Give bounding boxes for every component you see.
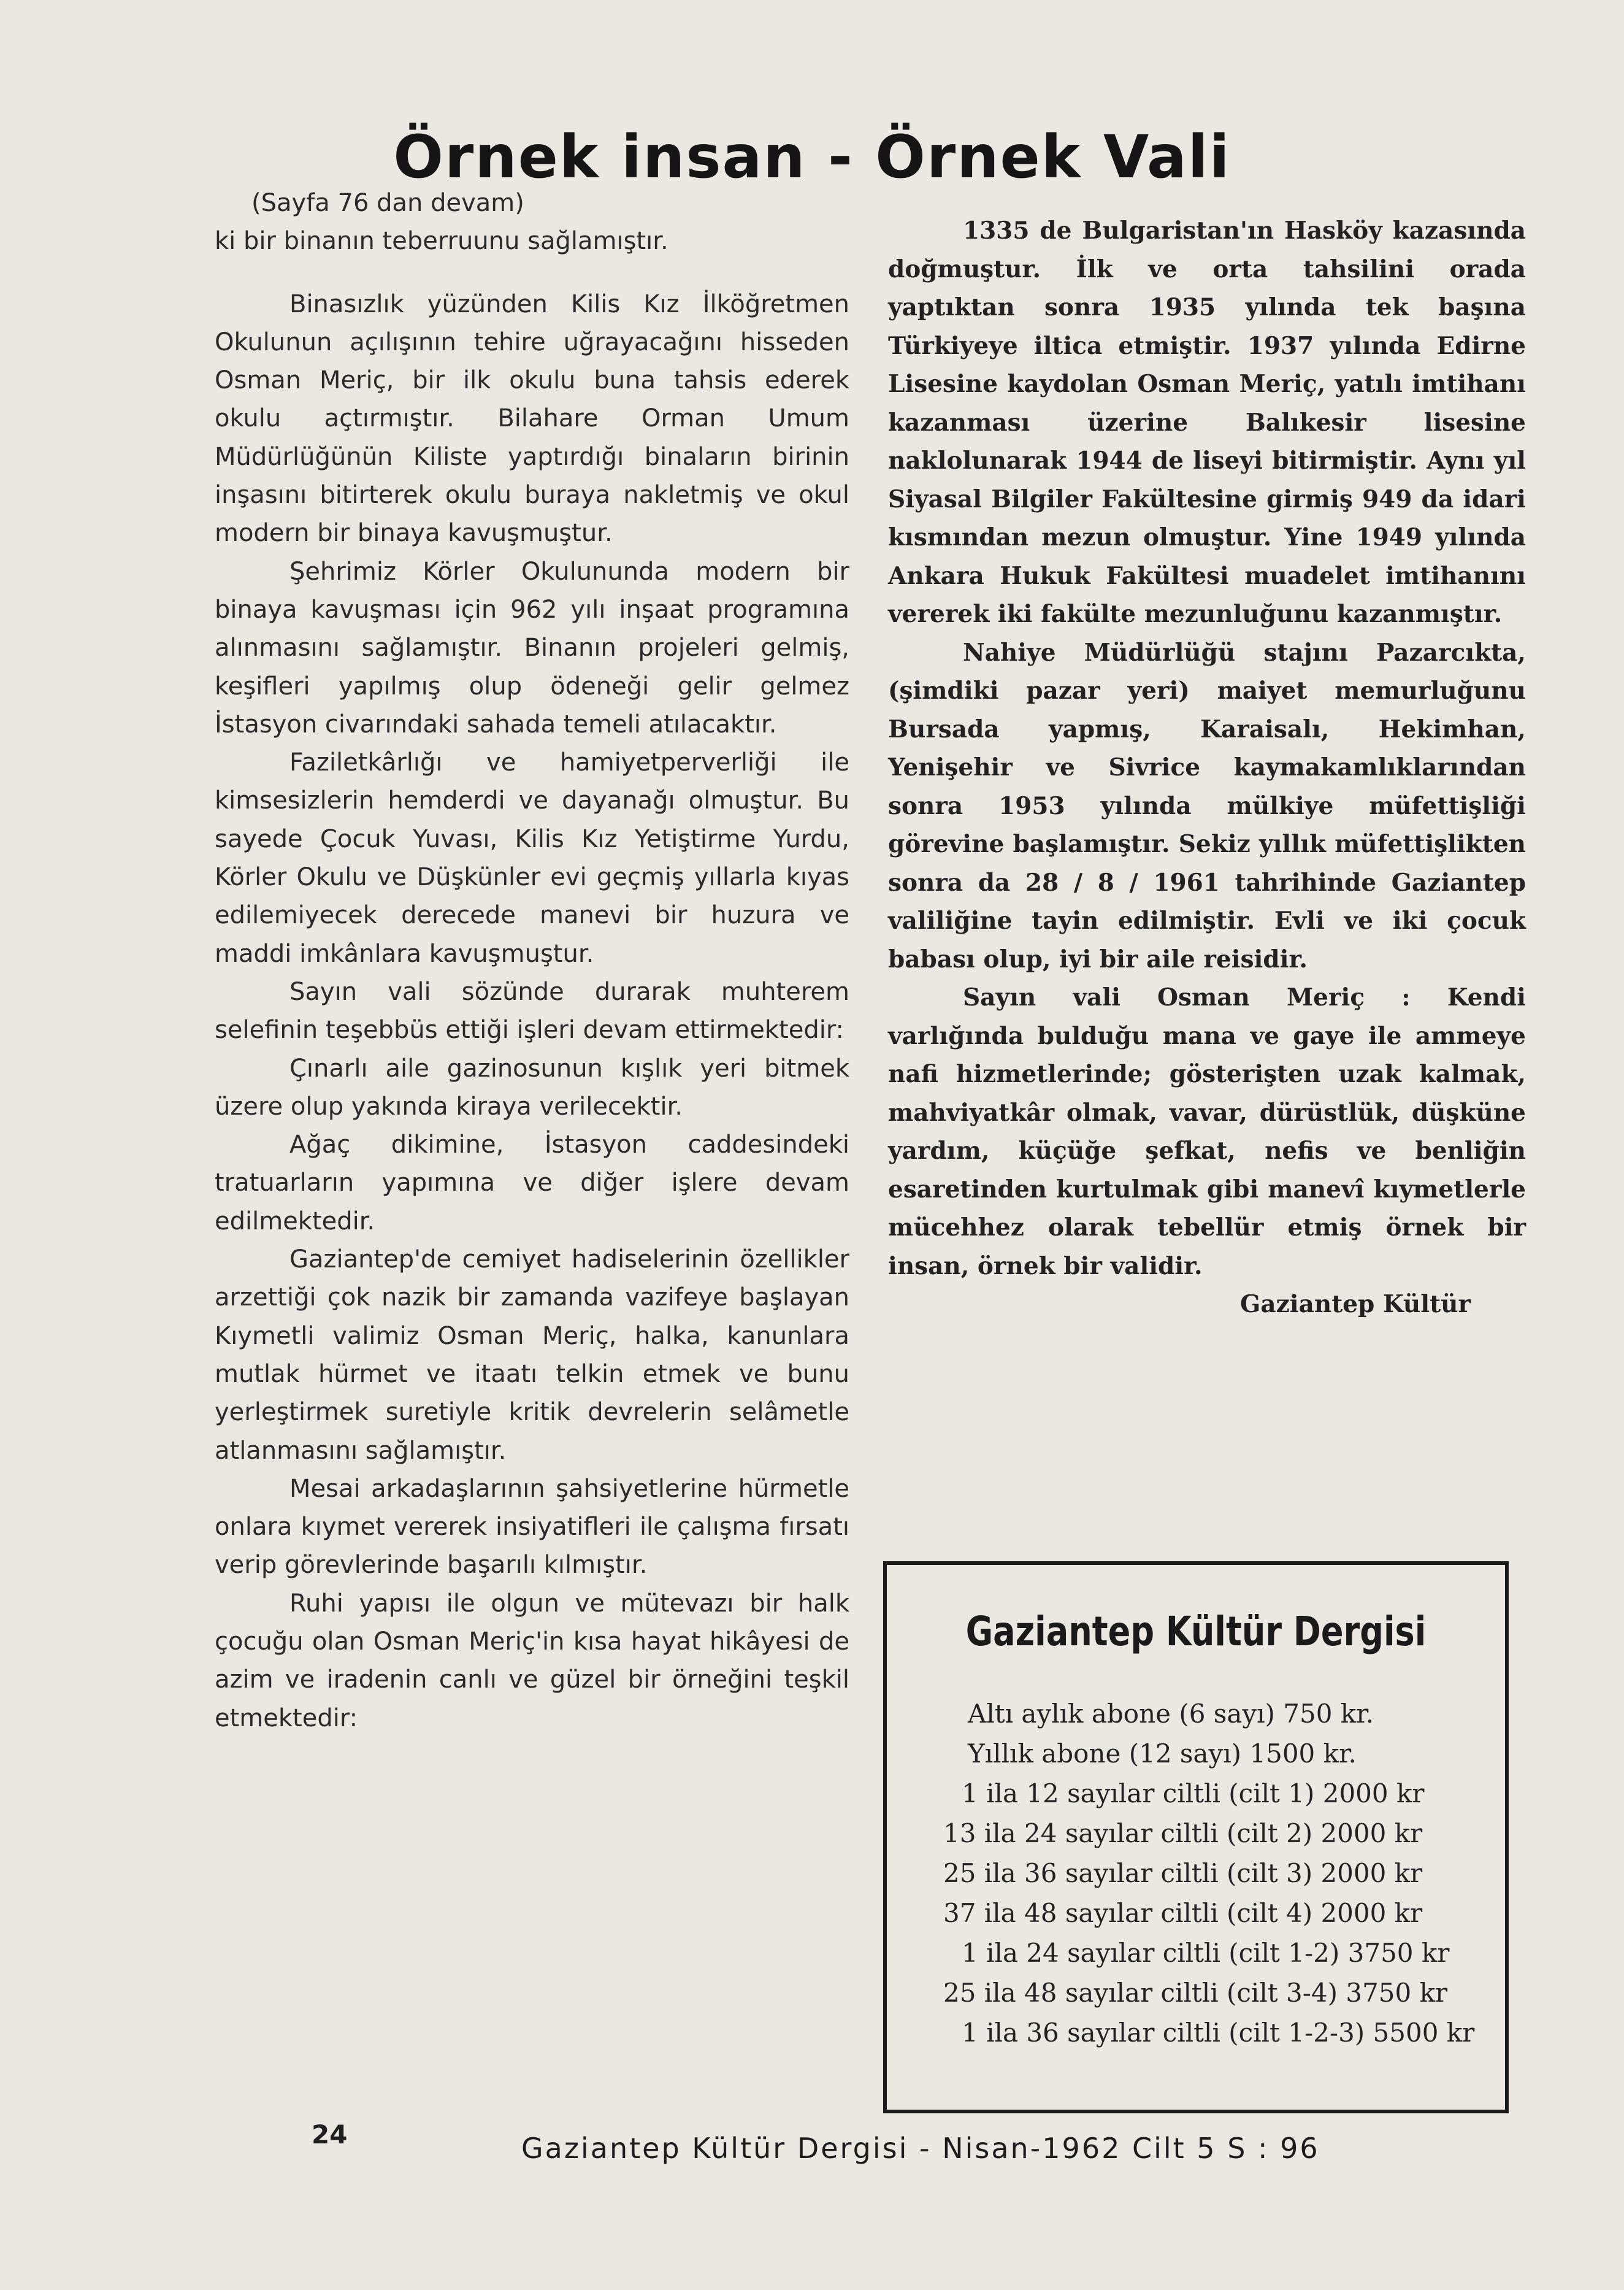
- page-number: 24: [312, 2119, 348, 2150]
- paragraph: Nahiye Müdürlüğü stajını Pazarcıkta, (şimdiki pazar yeri) maiyet memurluğunu Bursada yapmış, Karaisalı, Hekimhan, Yenişehir ve Sivrice kaymakamlıklarından sonra 1953 yılında mülkiye müfettişliği görevine başlamıştır. Sekiz yıllık müfettişlikten sonra da 28 / 8 / 1961 tahrihinde Gaziantep valiliğine tayin edilmiştir. Evli ve iki çocuk babası olup, iyi bir aile reisidir.: [888, 638, 1526, 974]
- paragraph: Faziletkârlığı ve hamiyetperverliği ile kimsesizlerin hemderdi ve dayanağı olmuştur. Bu sayede Çocuk Yuvası, Kilis Kız Yetiştirme Yurdu, Körler Okulu ve Düşkünler evi geçmiş yıllarla kıyas edilemiyecek derecede manevi bir huzura ve maddi imkânlara kavuşmuştur.: [215, 748, 849, 968]
- price-row: 1 ila 12 sayılar ciltli (cilt 1) 2000 kr: [962, 1778, 1425, 1808]
- paragraph: 1335 de Bulgaristan'ın Hasköy kazasında doğmuştur. İlk ve orta tahsilini orada yaptıktan sonra 1935 yılında tek başına Türkiyeye iltica etmiştir. 1937 yılında Edirne Lisesine kaydolan Osman Meriç, yatılı imtihanı kazanması üzerine Balıkesir lisesine naklolunarak 1944 de liseyi bitirmiştir. Aynı yıl Siyasal Bilgiler Fakültesine girmiş 949 da idari kısmından mezun olmuştur. Yine 1949 yılında Ankara Hukuk Fakültesi muadelet imtihanını vererek iki fakülte mezunluğunu kazanmıştır.: [888, 217, 1526, 628]
- paragraph: Şehrimiz Körler Okulununda modern bir binaya kavuşması için 962 yılı inşaat programına alınmasını sağlamıştır. Binanın projeleri gelmiş, keşifleri yapılmış olup ödeneği gelir gelmez İstasyon civarındaki sahada temeli atılacaktır.: [215, 557, 849, 739]
- signature: Gaziantep Kültür: [1240, 1290, 1471, 1318]
- article-title: Örnek insan - Örnek Vali: [393, 123, 1231, 191]
- footer-text: Gaziantep Kültür Dergisi - Nisan-1962 Cilt 5 S : 96: [521, 2132, 1320, 2165]
- price-row: Yıllık abone (12 sayı) 1500 kr.: [968, 1739, 1357, 1769]
- paragraph: Ağaç dikimine, İstasyon caddesindeki tratuarların yapımına ve diğer işlere devam edilmektedir.: [215, 1131, 849, 1235]
- price-row: 1 ila 24 sayılar ciltli (cilt 1-2) 3750 kr: [962, 1938, 1450, 1968]
- price-row: Altı aylık abone (6 sayı) 750 kr.: [968, 1699, 1374, 1729]
- right-column: [888, 212, 1526, 1324]
- price-row: 25 ila 48 sayılar ciltli (cilt 3-4) 3750 kr: [943, 1978, 1448, 2008]
- paragraph: Sayın vali Osman Meriç : Kendi varlığında bulduğu mana ve gaye ile ammeye nafi hizmetlerinde; gösterişten uzak kalmak, mahviyatkâr olmak, vavar, dürüstlük, düşküne yardım, küçüğe şefkat, nefis ve benliğin esaretinden kurtulmak gibi manevî kıymetlerle mücehhez olarak tebellür etmiş örnek bir insan, örnek bir validir.: [888, 983, 1526, 1280]
- paragraph: Çınarlı aile gazinosunun kışlık yeri bitmek üzere olup yakında kiraya verilecektir.: [215, 1054, 849, 1121]
- paragraph: Binasızlık yüzünden Kilis Kız İlköğretmen Okulunun açılışının tehire uğrayacağını hisseden Osman Meriç, bir ilk okulu buna tahsis ederek okulu açtırmıştır. Bilahare Orman Umum Müdürlüğünün Kiliste yaptırdığı binaların birinin inşasını bitirterek okulu buraya nakletmiş ve okul modern bir binaya kavuşmuştur.: [215, 290, 849, 548]
- subscription-box: [883, 1561, 1509, 2113]
- box-title: Gaziantep Kültür Dergisi: [965, 1608, 1427, 1655]
- price-row: 1 ila 36 sayılar ciltli (cilt 1-2-3) 5500 kr: [962, 2018, 1475, 2048]
- price-row: 25 ila 36 sayılar ciltli (cilt 3) 2000 kr: [943, 1858, 1423, 1888]
- paragraph: Gaziantep'de cemiyet hadiselerinin özellikler arzettiği çok nazik bir zamanda vazifeye başlayan Kıymetli valimiz Osman Meriç, halka, kanunlara mutlak hürmet ve itaatı telkin etmek ve bunu yerleştirmek suretiyle kritik devrelerin selâmetle atlanmasını sağlamıştır.: [215, 1245, 849, 1465]
- paragraph: Sayın vali sözünde durarak muhterem selefinin teşebbüs ettiği işleri devam ettirmektedir:: [215, 977, 849, 1045]
- continuation-note: (Sayfa 76 dan devam): [251, 189, 524, 217]
- paragraph: Ruhi yapısı ile olgun ve mütevazı bir halk çocuğu olan Osman Meriç'in kısa hayat hikâyesi de azim ve iradenin canlı ve güzel bir örneğini teşkil etmektedir:: [215, 1589, 849, 1732]
- price-list: [943, 1694, 1475, 2053]
- price-row: 13 ila 24 sayılar ciltli (cilt 2) 2000 kr: [943, 1818, 1423, 1848]
- price-row: 37 ila 48 sayılar ciltli (cilt 4) 2000 kr: [943, 1898, 1423, 1928]
- continuation-line: ki bir binanın teberruunu sağlamıştır.: [215, 227, 668, 256]
- paragraph: Mesai arkadaşlarının şahsiyetlerine hürmetle onlara kıymet vererek insiyatifleri ile çalışma fırsatı verip görevlerinde başarılı kılmıştır.: [215, 1474, 849, 1580]
- left-column: [215, 184, 849, 1737]
